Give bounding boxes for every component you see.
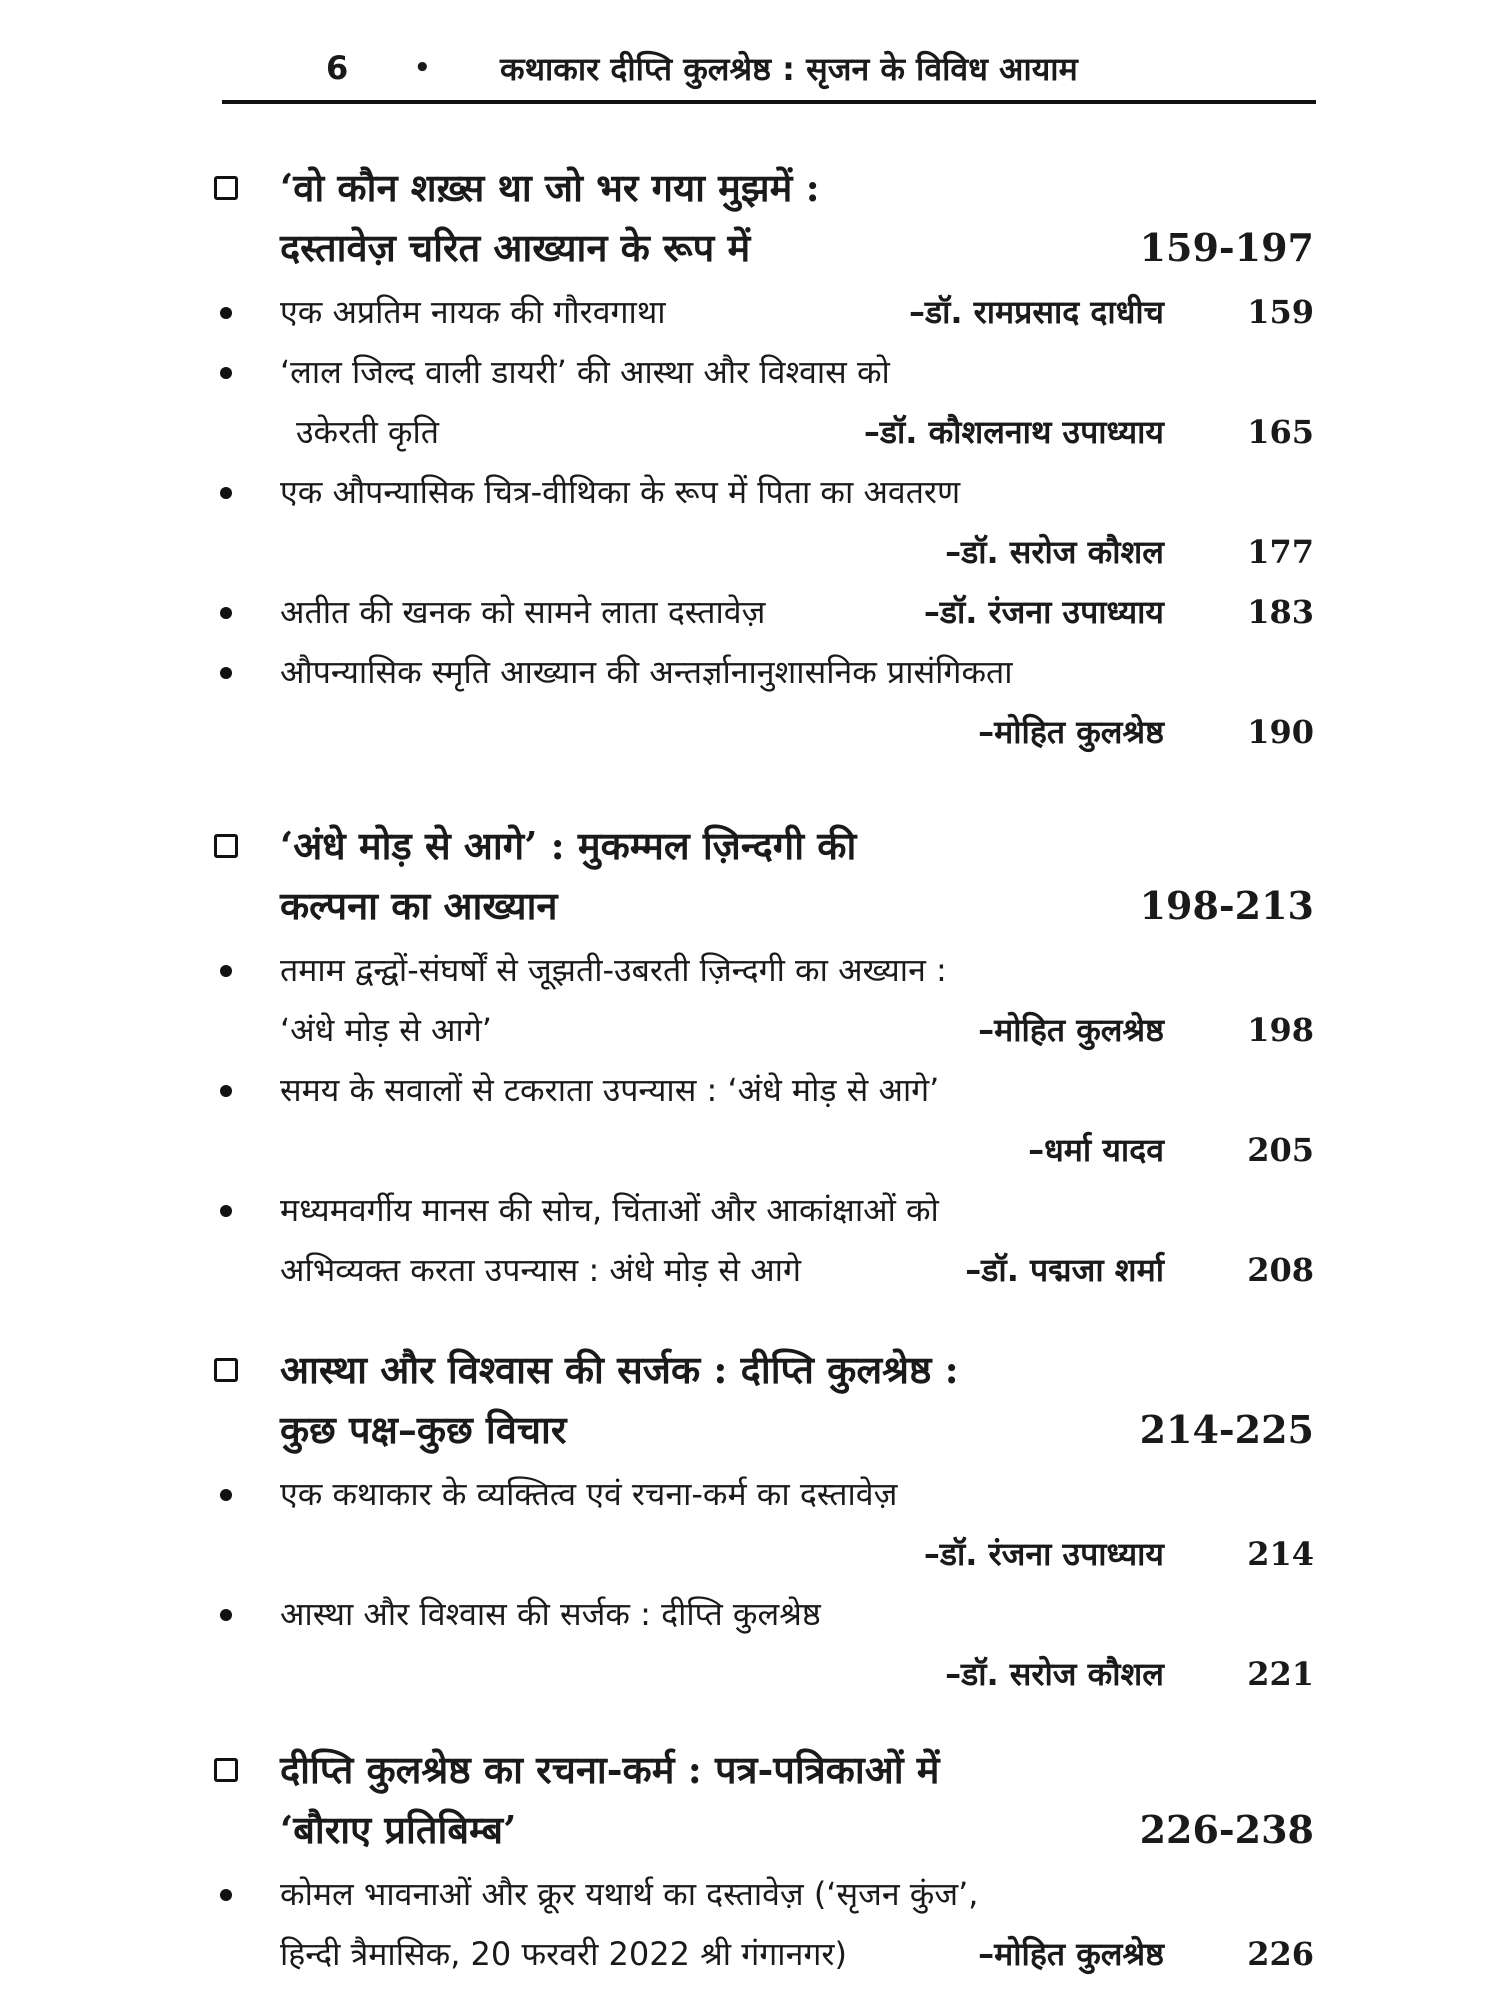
entry-author: –मोहित कुलश्रेष्ठ xyxy=(978,1935,1164,1973)
entry-page: 190 xyxy=(1247,713,1314,751)
entry-title-cont: ‘अंधे मोड़ से आगे’ xyxy=(280,1011,492,1049)
toc-section xyxy=(214,1340,1314,1704)
header-rule xyxy=(222,100,1316,104)
section-page-range: 159-197 xyxy=(1139,225,1314,270)
entry-page: 165 xyxy=(1247,413,1314,451)
section-title-line1: दीप्ति कुलश्रेष्ठ का रचना-कर्म : पत्र-पत्रिकाओं में xyxy=(280,1747,940,1792)
section-title-line1: ‘अंधे मोड़ से आगे’ : मुकम्मल ज़िन्दगी की xyxy=(280,823,857,868)
toc-section xyxy=(214,1740,1314,1984)
section-heading xyxy=(214,816,1314,936)
toc-entry xyxy=(214,1180,1314,1300)
toc-entry xyxy=(214,582,1314,642)
entry-title-cont: हिन्दी त्रैमासिक, 20 फरवरी 2022 श्री गंगानगर) xyxy=(280,1935,847,1973)
section-heading xyxy=(214,1740,1314,1860)
toc-entry xyxy=(214,462,1314,582)
entry-title: एक कथाकार के व्यक्तित्व एवं रचना-कर्म का दस्तावेज़ xyxy=(280,1475,898,1513)
running-header xyxy=(222,38,1316,98)
section-heading xyxy=(214,1340,1314,1460)
page-number: 6 xyxy=(326,49,349,87)
checkbox-square-icon xyxy=(214,176,238,200)
section-heading xyxy=(214,158,1314,278)
entry-page: 205 xyxy=(1247,1131,1314,1169)
entry-title-cont: अभिव्यक्त करता उपन्यास : अंधे मोड़ से आगे xyxy=(280,1251,801,1289)
section-title-line2: दस्तावेज़ चरित आख्यान के रूप में xyxy=(280,225,751,270)
entry-title: आस्था और विश्वास की सर्जक : दीप्ति कुलश्रेष्ठ xyxy=(280,1595,821,1633)
entry-page: 208 xyxy=(1247,1251,1314,1289)
entry-author: –डॉ. सरोज कौशल xyxy=(945,1655,1164,1693)
entry-page: 198 xyxy=(1247,1011,1314,1049)
entry-author: –मोहित कुलश्रेष्ठ xyxy=(978,713,1164,751)
section-title-line2: कुछ पक्ष–कुछ विचार xyxy=(280,1407,567,1452)
entry-author: –डॉ. सरोज कौशल xyxy=(945,533,1164,571)
section-title-line2: कल्पना का आख्यान xyxy=(280,883,558,928)
entry-page: 214 xyxy=(1247,1535,1314,1573)
entry-page: 183 xyxy=(1247,593,1314,631)
entry-author: –डॉ. पद्मजा शर्मा xyxy=(965,1251,1164,1289)
toc-entry xyxy=(214,1864,1314,1984)
entry-author: –मोहित कुलश्रेष्ठ xyxy=(978,1011,1164,1049)
entry-page: 226 xyxy=(1247,1935,1314,1973)
entry-author: –डॉ. रंजना उपाध्याय xyxy=(923,593,1164,631)
entry-title: एक औपन्यासिक चित्र-वीथिका के रूप में पिता का अवतरण xyxy=(280,473,961,511)
entry-author: –धर्मा यादव xyxy=(1028,1131,1164,1169)
entry-title: ‘लाल जिल्द वाली डायरी’ की आस्था और विश्वास को xyxy=(280,353,890,391)
toc-entry xyxy=(214,282,1314,342)
section-title-line1: ‘वो कौन शख़्स था जो भर गया मुझमें : xyxy=(280,165,820,210)
entry-title-cont: उकेरती कृति xyxy=(296,413,440,451)
checkbox-square-icon xyxy=(214,1358,238,1382)
entry-page: 221 xyxy=(1247,1655,1314,1693)
entry-title: अतीत की खनक को सामने लाता दस्तावेज़ xyxy=(280,593,766,631)
section-page-range: 214-225 xyxy=(1139,1407,1314,1452)
section-title-line2: ‘बौराए प्रतिबिम्ब’ xyxy=(280,1807,517,1852)
entry-title: समय के सवालों से टकराता उपन्यास : ‘अंधे मोड़ से आगे’ xyxy=(280,1071,940,1109)
toc-section xyxy=(214,158,1314,762)
toc-entry xyxy=(214,642,1314,762)
book-title: कथाकार दीप्ति कुलश्रेष्ठ : सृजन के विविध आयाम xyxy=(500,49,1078,88)
toc-entry xyxy=(214,940,1314,1060)
toc-section xyxy=(214,816,1314,1300)
entry-title: कोमल भावनाओं और क्रूर यथार्थ का दस्तावेज़ (‘सृजन कुंज’, xyxy=(280,1875,979,1913)
toc-entry xyxy=(214,1584,1314,1704)
entry-author: –डॉ. रंजना उपाध्याय xyxy=(923,1535,1164,1573)
entry-title: औपन्यासिक स्मृति आख्यान की अन्तर्ज्ञानानुशासनिक प्रासंगिकता xyxy=(280,653,1013,691)
entry-title: मध्यमवर्गीय मानस की सोच, चिंताओं और आकांक्षाओं को xyxy=(280,1191,939,1229)
section-title-line1: आस्था और विश्वास की सर्जक : दीप्ति कुलश्रेष्ठ : xyxy=(280,1347,959,1392)
section-page-range: 226-238 xyxy=(1139,1807,1314,1852)
checkbox-square-icon xyxy=(214,834,238,858)
toc-entry xyxy=(214,1464,1314,1584)
entry-author: –डॉ. रामप्रसाद दाधीच xyxy=(908,293,1164,331)
entry-author: –डॉ. कौशलनाथ उपाध्याय xyxy=(863,413,1164,451)
header-separator: • xyxy=(414,53,431,83)
toc-entry xyxy=(214,342,1314,462)
entry-title: एक अप्रतिम नायक की गौरवगाथा xyxy=(280,293,666,331)
entry-page: 177 xyxy=(1247,533,1314,571)
checkbox-square-icon xyxy=(214,1758,238,1782)
section-page-range: 198-213 xyxy=(1139,883,1314,928)
entry-page: 159 xyxy=(1247,293,1314,331)
toc-entry xyxy=(214,1060,1314,1180)
entry-title: तमाम द्वन्द्वों-संघर्षों से जूझती-उबरती ज़िन्दगी का अख्यान : xyxy=(280,951,947,989)
